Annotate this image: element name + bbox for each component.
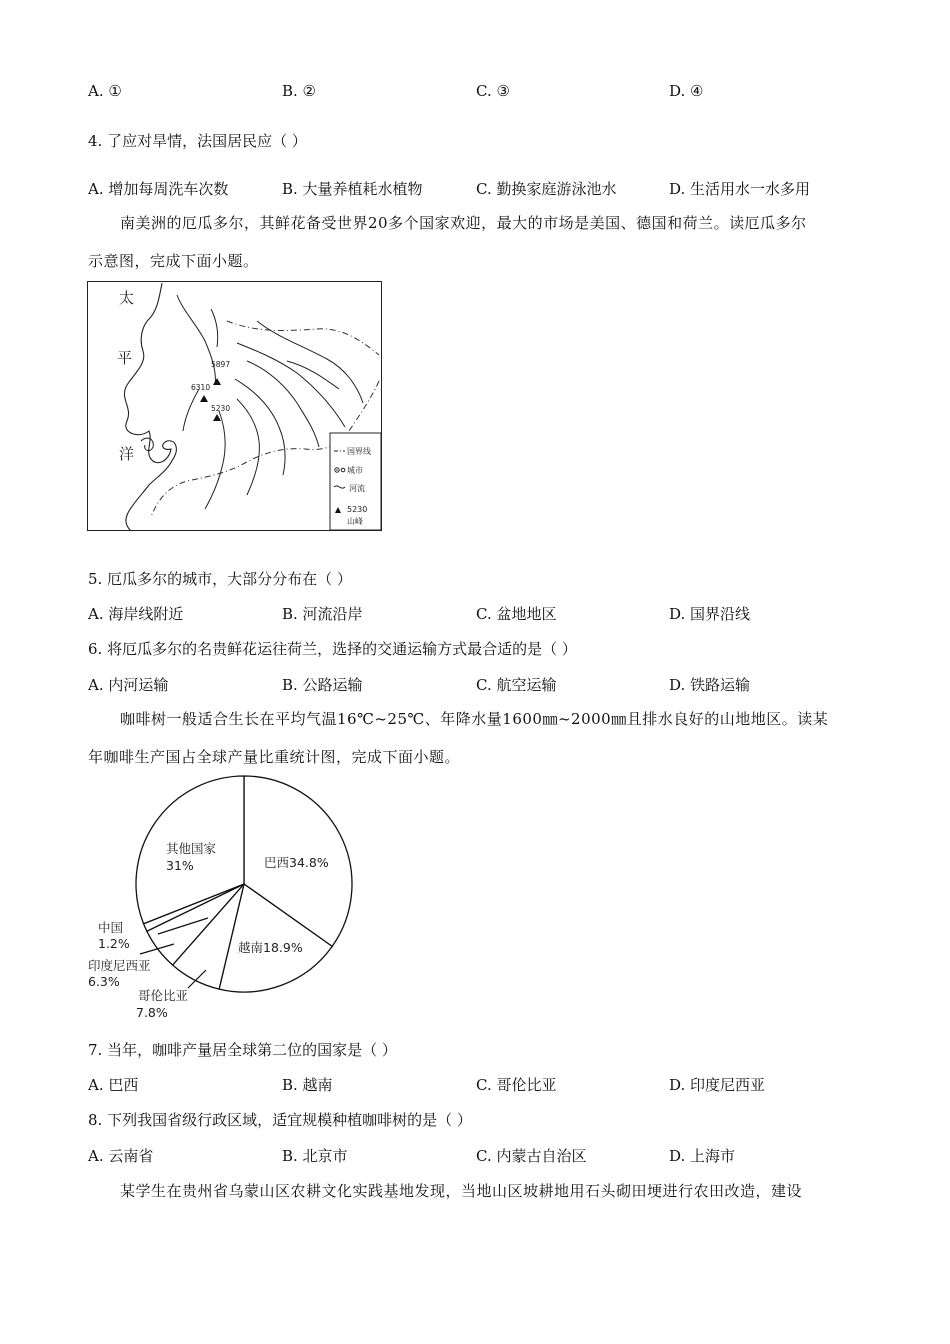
q5-option-a: A. 海岸线附近 — [88, 605, 184, 623]
label-china-value: 1.2% — [98, 936, 130, 951]
q8-option-a: A. 云南省 — [88, 1147, 154, 1165]
q7-option-b: B. 越南 — [282, 1076, 333, 1094]
q6-option-a: A. 内河运输 — [88, 676, 169, 694]
peak-label-2: 6310 — [191, 383, 211, 392]
q5-option-d: D. 国界沿线 — [669, 605, 751, 623]
q7-stem: 7. 当年，咖啡产量居全球第二位的国家是（ ） — [88, 1041, 397, 1059]
q4-stem: 4. 了应对旱情，法国居民应（ ） — [88, 132, 307, 150]
label-china-name: 中国 — [98, 920, 124, 935]
ecuador-intro-line2: 示意图，完成下面小题。 — [88, 252, 259, 270]
coffee-pie-chart — [80, 770, 370, 1030]
legend-peak-value: 5230 — [347, 505, 368, 514]
q8-option-c: C. 内蒙古自治区 — [476, 1147, 587, 1165]
q5-option-b: B. 河流沿岸 — [282, 605, 363, 623]
peak-label-3: 5230 — [211, 404, 231, 413]
legend-river: 河流 — [349, 484, 365, 493]
guizhou-intro-line: 某学生在贵州省乌蒙山区农耕文化实践基地发现，当地山区坡耕地用石头砌田埂进行农田改造，建设 — [120, 1182, 803, 1200]
q6-option-c: C. 航空运输 — [476, 676, 557, 694]
coffee-intro-line1: 咖啡树一般适合生长在平均气温16℃~25℃、年降水量1600㎜~2000㎜且排水良好的山地地区。读某 — [120, 710, 829, 728]
peak-label-1: 5897 — [211, 360, 231, 369]
ecuador-intro-line1: 南美洲的厄瓜多尔，其鲜花备受世界20多个国家欢迎，最大的市场是美国、德国和荷兰。读厄瓜多尔 — [120, 214, 807, 232]
q4-option-c: C. 勤换家庭游泳池水 — [476, 180, 617, 198]
q4-option-a: A. 增加每周洗车次数 — [88, 180, 229, 198]
q8-option-b: B. 北京市 — [282, 1147, 348, 1165]
legend-border: 国界线 — [347, 447, 371, 456]
label-others-value: 31% — [166, 858, 194, 873]
ocean-char-2: 平 — [117, 349, 133, 367]
legend-peak: 山峰 — [347, 517, 363, 526]
ecuador-map — [87, 281, 383, 532]
q7-option-a: A. 巴西 — [88, 1076, 139, 1094]
q6-stem: 6. 将厄瓜多尔的名贵鲜花运往荷兰，选择的交通运输方式最合适的是（ ） — [88, 640, 577, 658]
q7-option-c: C. 哥伦比亚 — [476, 1076, 557, 1094]
coffee-intro-line2: 年咖啡生产国占全球产量比重统计图，完成下面小题。 — [88, 748, 461, 766]
label-others-name: 其他国家 — [166, 841, 217, 856]
q3-option-d: D. ④ — [669, 82, 704, 100]
map-legend — [330, 433, 381, 530]
q3-option-a: A. ① — [88, 82, 122, 100]
q3-option-c: C. ③ — [476, 82, 510, 100]
q4-option-b: B. 大量养植耗水植物 — [282, 180, 423, 198]
legend-city: 城市 — [347, 466, 363, 475]
q3-option-b: B. ② — [282, 82, 317, 100]
ocean-char-1: 太 — [119, 289, 135, 307]
label-indonesia-value: 6.3% — [88, 974, 120, 989]
q6-option-d: D. 铁路运输 — [669, 676, 751, 694]
q8-option-d: D. 上海市 — [669, 1147, 736, 1165]
label-brazil: 巴西34.8% — [264, 855, 329, 870]
label-colombia-value: 7.8% — [136, 1005, 168, 1020]
q6-option-b: B. 公路运输 — [282, 676, 363, 694]
label-colombia-name: 哥伦比亚 — [138, 988, 189, 1003]
ocean-char-3: 洋 — [119, 445, 135, 463]
q7-option-d: D. 印度尼西亚 — [669, 1076, 766, 1094]
q5-stem: 5. 厄瓜多尔的城市，大部分分布在（ ） — [88, 570, 352, 588]
label-vietnam: 越南18.9% — [238, 940, 303, 955]
q8-stem: 8. 下列我国省级行政区域，适宜规模种植咖啡树的是（ ） — [88, 1111, 472, 1129]
q5-option-c: C. 盆地地区 — [476, 605, 557, 623]
label-indonesia-name: 印度尼西亚 — [88, 958, 151, 973]
q4-option-d: D. 生活用水一水多用 — [669, 180, 811, 198]
